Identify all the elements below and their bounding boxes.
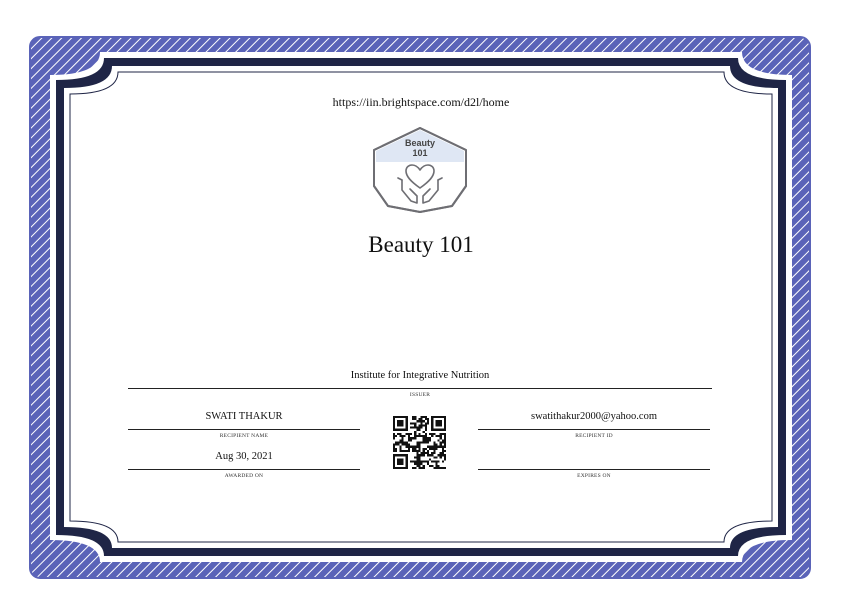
- recipient-id-caption: RECIPIENT ID: [575, 433, 613, 439]
- course-title: Beauty 101: [368, 232, 474, 257]
- issuer-line: [128, 388, 712, 389]
- expires-on-caption: EXPIRES ON: [577, 473, 611, 479]
- awarded-on-line: [128, 469, 360, 470]
- recipient-id-line: [478, 429, 710, 430]
- recipient-name-caption: RECIPIENT NAME: [219, 433, 269, 439]
- source-url: https://iin.brightspace.com/d2l/home: [332, 95, 510, 109]
- expires-on-line: [478, 469, 710, 470]
- issuer-caption: ISSUER: [409, 392, 431, 398]
- recipient-name: SWATI THAKUR: [205, 411, 283, 422]
- issuer-name: Institute for Integrative Nutrition: [350, 370, 490, 381]
- awarded-on-caption: AWARDED ON: [224, 473, 264, 479]
- recipient-id: swatithakur2000@yahoo.com: [530, 411, 658, 422]
- recipient-name-line: [128, 429, 360, 430]
- badge-label-line1: Beauty: [404, 138, 435, 148]
- awarded-on-date: Aug 30, 2021: [215, 451, 273, 462]
- badge-label-line2: 101: [412, 148, 428, 158]
- qr-code[interactable]: [393, 416, 446, 469]
